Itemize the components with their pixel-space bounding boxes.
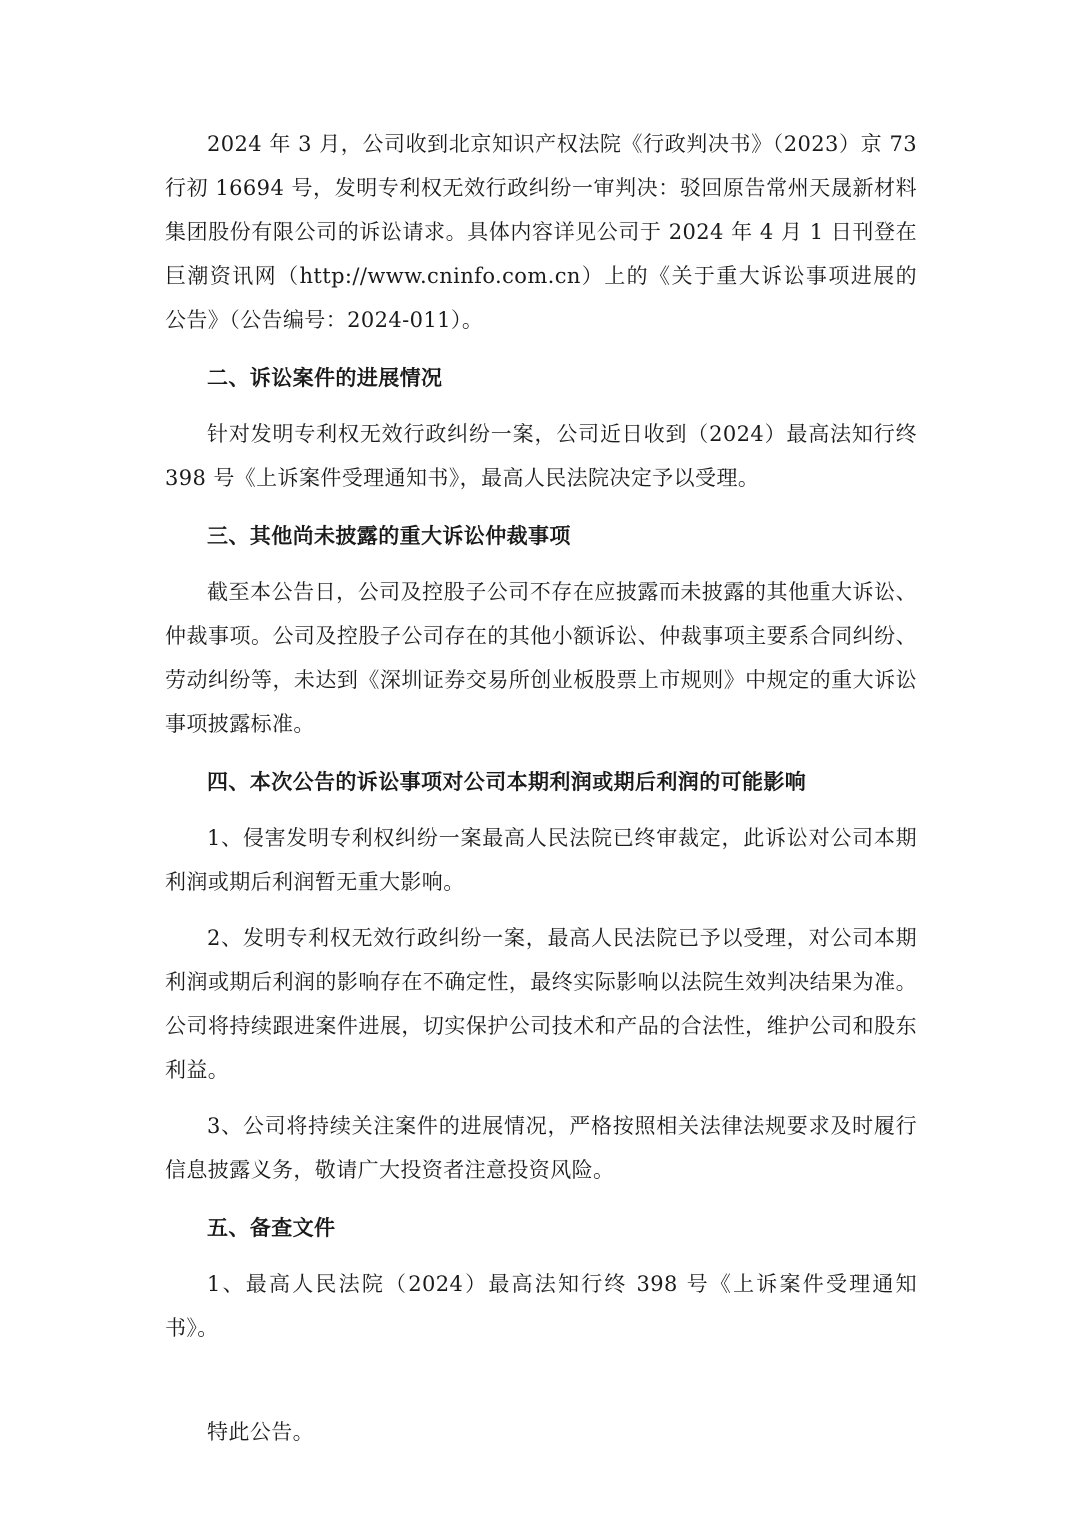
section-heading-reference-documents: 五、备查文件 xyxy=(207,1215,336,1240)
section-heading-case-progress: 二、诉讼案件的进展情况 xyxy=(207,365,443,390)
paragraph-reference-document-1: 1、最高人民法院（2024）最高法知行终 398 号《上诉案件受理通知书》。 xyxy=(165,1272,917,1340)
section-heading-profit-impact: 四、本次公告的诉讼事项对公司本期利润或期后利润的可能影响 xyxy=(207,769,807,794)
paragraph-impact-item-2: 2、发明专利权无效行政纠纷一案，最高人民法院已予以受理，对公司本期利润或期后利润的影响存在不确定性，最终实际影响以法院生效判决结果为准。公司将持续跟进案件进展，切实保护公司技术和产品的合法性，维护公司和股东利益。 xyxy=(165,926,917,1082)
paragraph-appeal-accepted: 针对发明专利权无效行政纠纷一案，公司近日收到（2024）最高法知行终 398 号《上诉案件受理通知书》，最高人民法院决定予以受理。 xyxy=(165,422,917,490)
document-body xyxy=(165,122,917,1454)
paragraph-first-instance-judgment: 2024 年 3 月，公司收到北京知识产权法院《行政判决书》（2023）京 73 行初 16694 号，发明专利权无效行政纠纷一审判决：驳回原告常州天晟新材料集团股份有限公司的诉讼请求。具体内容详见公司于 2024 年 4 月 1 日刊登在巨潮资讯网（http://www.cninfo.com.cn）上的《关于重大诉讼事项进展的公告》（公告编号：2024-011）。 xyxy=(165,132,917,332)
paragraph-impact-item-3: 3、公司将持续关注案件的进展情况，严格按照相关法律法规要求及时履行信息披露义务，敬请广大投资者注意投资风险。 xyxy=(165,1114,917,1182)
section-heading-other-litigation: 三、其他尚未披露的重大诉讼仲裁事项 xyxy=(207,523,571,548)
paragraph-no-undisclosed-litigation: 截至本公告日，公司及控股子公司不存在应披露而未披露的其他重大诉讼、仲裁事项。公司及控股子公司存在的其他小额诉讼、仲裁事项主要系合同纠纷、劳动纠纷等，未达到《深圳证券交易所创业板股票上市规则》中规定的重大诉讼事项披露标准。 xyxy=(165,580,917,736)
paragraph-impact-item-1: 1、侵害发明专利权纠纷一案最高人民法院已终审裁定，此诉讼对公司本期利润或期后利润暂无重大影响。 xyxy=(165,826,917,894)
closing-statement: 特此公告。 xyxy=(207,1420,314,1444)
